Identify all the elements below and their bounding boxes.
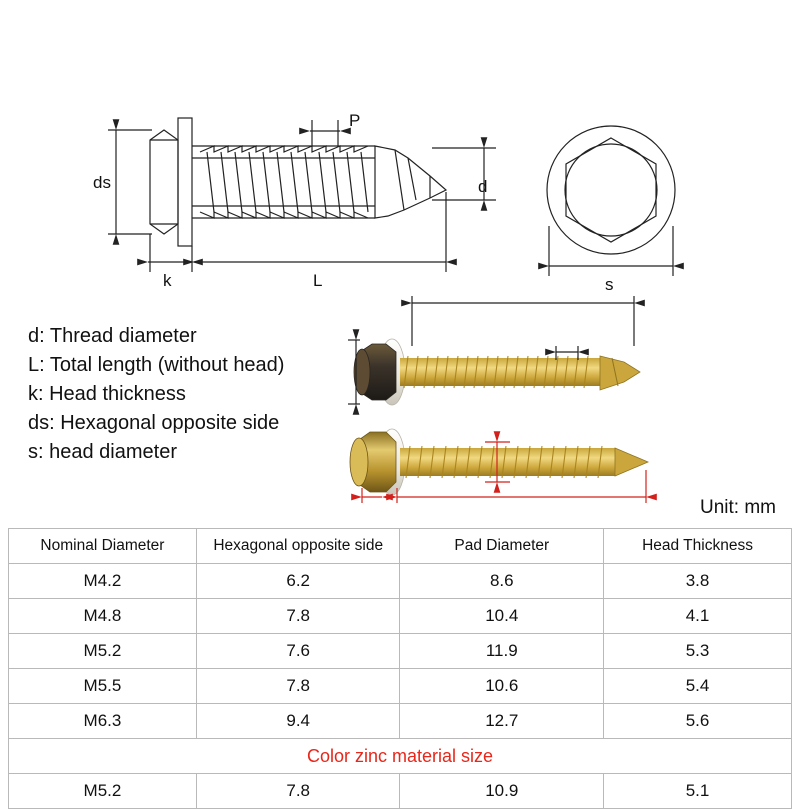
cell-3-2: 10.6 [400,669,604,704]
legend-line-0: d: Thread diameter [28,325,197,347]
cell-3-0: M5.5 [9,669,197,704]
label-P: P [349,111,361,130]
cell-3-1: 7.8 [196,669,400,704]
cell-b0-3: 5.1 [604,774,792,809]
label-k: k [163,271,172,290]
cell-4-0: M6.3 [9,704,197,739]
cell-1-3: 4.1 [604,599,792,634]
cell-3-3: 5.4 [604,669,792,704]
cell-4-3: 5.6 [604,704,792,739]
legend-block [28,322,284,467]
unit-label: Unit: mm [700,497,776,518]
table-row [9,704,792,739]
label-L: L [313,271,323,290]
cell-b0-0: M5.2 [9,774,197,809]
col-pad-diameter: Pad Diameter [400,529,604,564]
cell-1-0: M4.8 [9,599,197,634]
cell-0-0: M4.2 [9,564,197,599]
table-row [9,634,792,669]
cell-0-3: 3.8 [604,564,792,599]
col-head-thickness: Head Thickness [604,529,792,564]
cell-0-2: 8.6 [400,564,604,599]
table-row [9,599,792,634]
legend-line-1: L: Total length (without head) [28,354,285,376]
legend-line-2: k: Head thickness [28,383,186,405]
screw-photo-top [354,339,640,405]
legend-line-4: s: head diameter [28,441,177,463]
cell-1-1: 7.8 [196,599,400,634]
spec-table [8,528,792,809]
cell-2-2: 11.9 [400,634,604,669]
legend-line-3: ds: Hexagonal opposite side [28,412,280,434]
cell-4-2: 12.7 [400,704,604,739]
cell-2-0: M5.2 [9,634,197,669]
table-header-row [9,529,792,564]
label-ds: ds [93,173,111,192]
table-row [9,669,792,704]
cell-0-1: 6.2 [196,564,400,599]
label-s: s [605,275,614,294]
banner-label: Color zinc material size [9,739,792,774]
table-row [9,774,792,809]
table-banner-row [9,739,792,774]
cell-4-1: 9.4 [196,704,400,739]
col-nominal-diameter: Nominal Diameter [9,529,197,564]
col-hex-opposite-side: Hexagonal opposite side [196,529,400,564]
cell-b0-2: 10.9 [400,774,604,809]
cell-2-3: 5.3 [604,634,792,669]
table-row [9,564,792,599]
label-d: d [478,177,488,196]
cell-2-1: 7.6 [196,634,400,669]
cell-b0-1: 7.8 [196,774,400,809]
cell-1-2: 10.4 [400,599,604,634]
screw-photo-bottom [350,429,648,495]
